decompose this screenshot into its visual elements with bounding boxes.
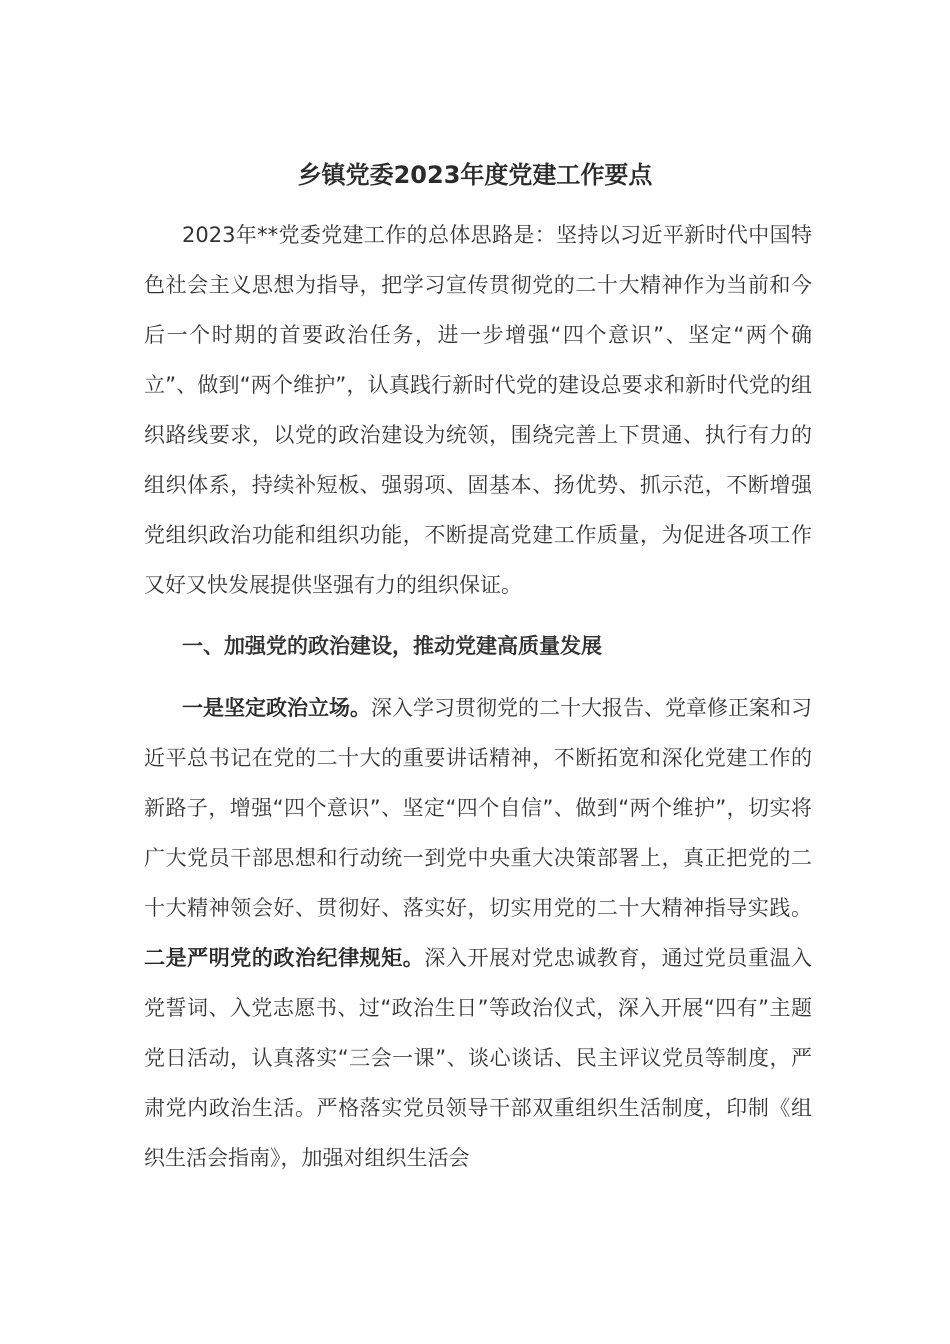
item-title: 二是严明党的政治纪律规矩。 xyxy=(144,946,425,970)
item-text: 深入开展对党忠诚教育，通过党员重温入党誓词、入党志愿书、过“政治生日”等政治仪式，深入开展“四有”主题党日活动，认真落实“三会一课”、谈心谈话、民主评议党员等制度，严肃党内政治生活。严格落实党员领导干部双重组织生活制度，印制《组织生活会指南》，加强对组织生活会 xyxy=(144,946,813,1170)
section-heading: 一、加强党的政治建设，推动党建高质量发展 xyxy=(182,634,602,658)
section-paragraph xyxy=(144,683,812,1183)
intro-paragraph: 2023年**党委党建工作的总体思路是：坚持以习近平新时代中国特色社会主义思想为指导，把学习宣传贯彻党的二十大精神作为当前和今后一个时期的首要政治任务，进一步增强“四个意识”、坚定“两个确立”、做到“两个维护”，认真践行新时代党的建设总要求和新时代党的组织路线要求，以党的政治建设为统领，围绕完善上下贯通、执行有力的组织体系，持续补短板、强弱项、固基本、扬优势、抓示范，不断增强党组织政治功能和组织功能，不断提高党建工作质量，为促进各项工作又好又快发展提供坚强有力的组织保证。 xyxy=(144,223,812,597)
item-title: 一是坚定政治立场。 xyxy=(182,696,371,720)
item-text: 深入学习贯彻党的二十大报告、党章修正案和习近平总书记在党的二十大的重要讲话精神，不断拓宽和深化党建工作的新路子，增强“四个意识”、坚定“四个自信”、做到“两个维护”，切实将广大党员干部思想和行动统一到党中央重大决策部署上，真正把党的二十大精神领会好、贯彻好、落实好，切实用党的二十大精神指导实践。 xyxy=(144,696,812,920)
document-title: 乡镇党委2023年度党建工作要点 xyxy=(297,161,653,189)
